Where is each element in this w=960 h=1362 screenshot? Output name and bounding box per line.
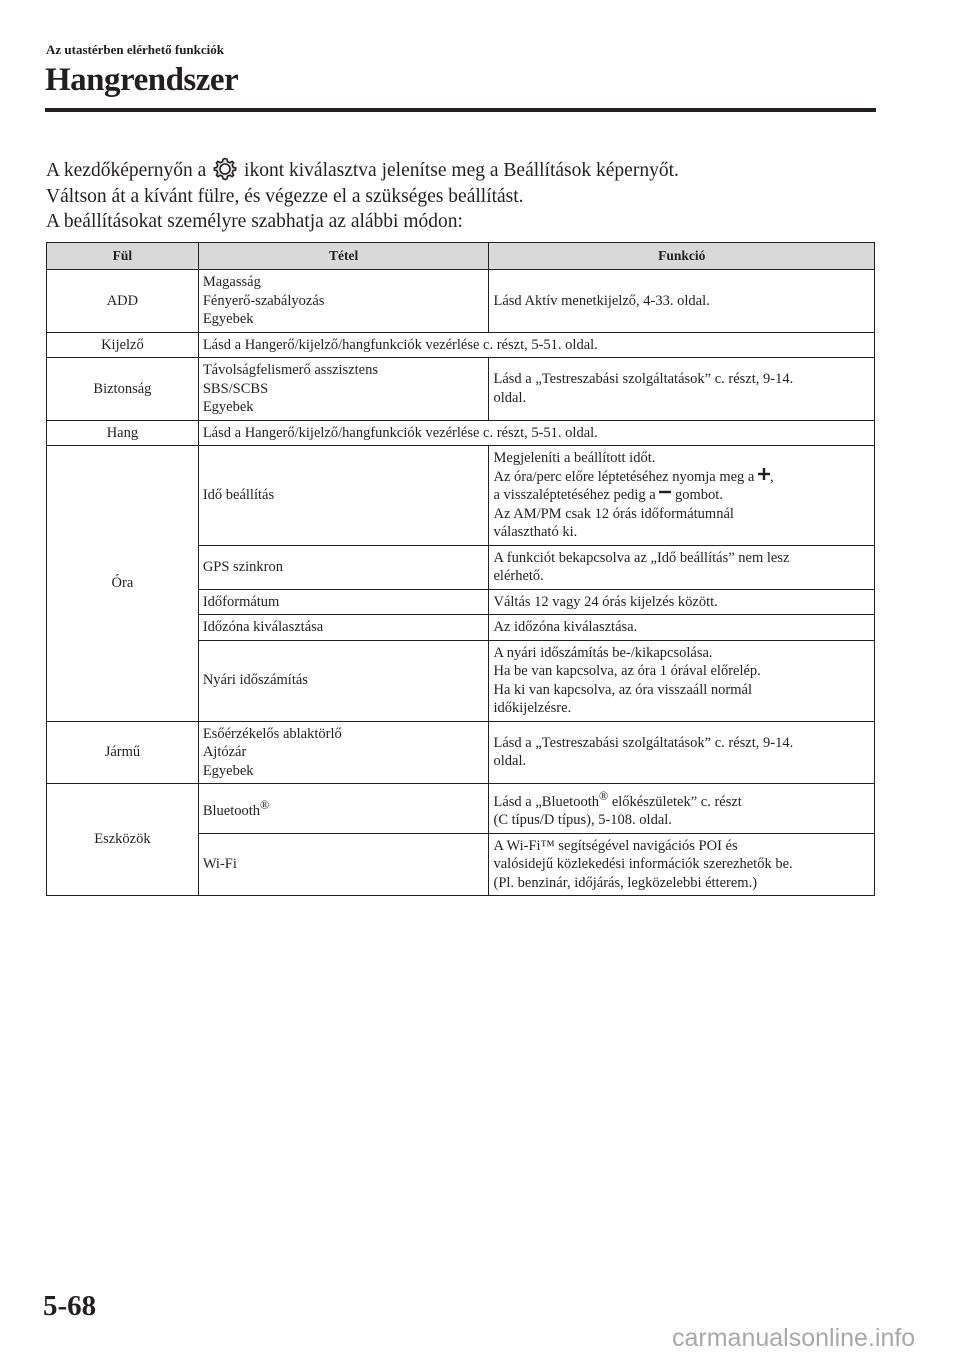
item-cell (198, 721, 489, 784)
item-cell: Nyári időszámítás (198, 640, 489, 721)
function-text: Lásd a „Bluetooth (493, 793, 599, 810)
function-line: A nyári időszámítás be-/kikapcsolása. (493, 644, 713, 661)
function-text: a visszaléptetéséhez pedig a (493, 487, 656, 503)
function-cell (489, 358, 875, 421)
function-line: választható ki. (493, 524, 578, 540)
item-line: Egyebek (202, 311, 254, 327)
function-line: A funkciót bekapcsolva az „Idő beállítás” nem lesz (493, 549, 790, 566)
function-cell: Az időzóna kiválasztása. (489, 615, 875, 641)
function-line: A Wi-Fi™ segítségével navigációs POI és (493, 837, 738, 854)
merged-cell: Lásd a Hangerő/kijelző/hangfunkciók vezérlése c. részt, 5-51. oldal. (198, 332, 874, 358)
tab-name: Óra (47, 446, 199, 722)
function-cell: Váltás 12 vagy 24 órás kijelzés között. (489, 589, 875, 615)
minus-icon (659, 486, 671, 498)
registered-mark: ® (260, 798, 270, 813)
item-cell: Idő beállítás (198, 446, 489, 546)
function-text: gombot. (674, 487, 723, 503)
table-row (47, 721, 875, 784)
item-line: Egyebek (202, 399, 254, 415)
function-line (493, 468, 870, 487)
function-line: Lásd a „Testreszabási szolgáltatások” c. részt, 9-14. (493, 734, 794, 751)
intro-line-1-start: A kezdőképernyőn a (46, 160, 207, 181)
item-line: Ajtózár (202, 744, 247, 760)
function-line: Lásd a „Testreszabási szolgáltatások” c. részt, 9-14. (493, 371, 794, 388)
tab-name: Jármű (47, 721, 199, 784)
table-header-row (47, 243, 875, 270)
function-line: (C típus/D típus), 5-108. oldal. (493, 812, 672, 829)
function-cell (489, 640, 875, 721)
table-row (47, 446, 875, 546)
intro-line-2: Váltson át a kívánt fülre, és végezze el a szükséges beállítást. (46, 185, 524, 207)
item-cell (198, 358, 489, 421)
function-text: Az óra/perc előre léptetéséhez nyomja meg a (493, 468, 755, 485)
table-row (47, 420, 875, 446)
tab-name: Eszközök (47, 784, 199, 896)
function-text: előkészületek” c. részt (608, 793, 742, 810)
function-line: oldal. (493, 753, 527, 770)
function-line: oldal. (493, 389, 527, 406)
function-cell (489, 833, 875, 896)
item-cell (198, 270, 489, 333)
function-line: Ha ki van kapcsolva, az óra visszaáll normál (493, 681, 752, 698)
title-rule (45, 108, 876, 112)
function-text: , (769, 468, 774, 485)
function-line (493, 486, 870, 505)
item-cell: Időzóna kiválasztása (198, 615, 489, 641)
intro-line-1-end: ikont kiválasztva jelenítse meg a Beállítások képernyőt. (244, 160, 679, 181)
plus-icon (758, 468, 770, 480)
item-line: Távolságfelismerő asszisztens (202, 362, 378, 378)
header-function: Funkció (489, 243, 875, 270)
function-line: valósidejű közlekedési információk szerezhetők be. (493, 856, 793, 873)
section-label: Az utastérben elérhető funkciók (46, 42, 225, 57)
gear-icon (213, 157, 237, 181)
tab-name: Hang (47, 420, 199, 446)
function-line: Ha be van kapcsolva, az óra 1 órával előrelép. (493, 663, 761, 679)
item-line: Magasság (202, 274, 261, 290)
function-cell (489, 446, 875, 546)
watermark: carmanualsonline.info (672, 1324, 916, 1352)
function-line: (Pl. benzinár, időjárás, legközelebbi étterem.) (493, 874, 758, 891)
function-cell (489, 784, 875, 834)
tab-name: ADD (47, 270, 199, 333)
function-line: Az AM/PM csak 12 órás időformátumnál (493, 505, 734, 522)
table-row (47, 358, 875, 421)
merged-cell: Lásd a Hangerő/kijelző/hangfunkciók vezérlése c. részt, 5-51. oldal. (198, 420, 874, 446)
function-cell (489, 545, 875, 589)
intro-text (46, 157, 886, 235)
function-line (493, 787, 870, 811)
item-text: Bluetooth (202, 803, 261, 820)
function-cell: Lásd Aktív menetkijelző, 4-33. oldal. (489, 270, 875, 333)
item-line: Egyebek (202, 762, 254, 779)
tab-name: Kijelző (47, 332, 199, 358)
item-line: SBS/SCBS (202, 380, 269, 397)
function-cell (489, 721, 875, 784)
page-title: Hangrendszer (45, 62, 239, 98)
intro-line-3: A beállításokat személyre szabhatja az alábbi módon: (46, 211, 463, 232)
item-line: Fényerő-szabályozás (202, 292, 325, 309)
registered-mark: ® (599, 789, 609, 803)
function-line: Megjeleníti a beállított időt. (493, 450, 656, 466)
function-line: időkijelzésre. (493, 700, 572, 716)
item-cell: Wi-Fi (198, 833, 489, 896)
intro-line-1 (46, 157, 886, 184)
item-cell (198, 784, 489, 834)
settings-table (46, 242, 875, 896)
header-tab: Fül (47, 243, 199, 270)
function-line: elérhető. (493, 568, 544, 584)
item-line: Esőérzékelős ablaktörlő (202, 725, 342, 742)
item-cell: GPS szinkron (198, 545, 489, 589)
header-item: Tétel (198, 243, 489, 270)
table-row (47, 784, 875, 834)
table-row (47, 332, 875, 358)
page-number: 5-68 (43, 1290, 97, 1322)
tab-name: Biztonság (47, 358, 199, 421)
table-row (47, 270, 875, 333)
item-cell: Időformátum (198, 589, 489, 615)
